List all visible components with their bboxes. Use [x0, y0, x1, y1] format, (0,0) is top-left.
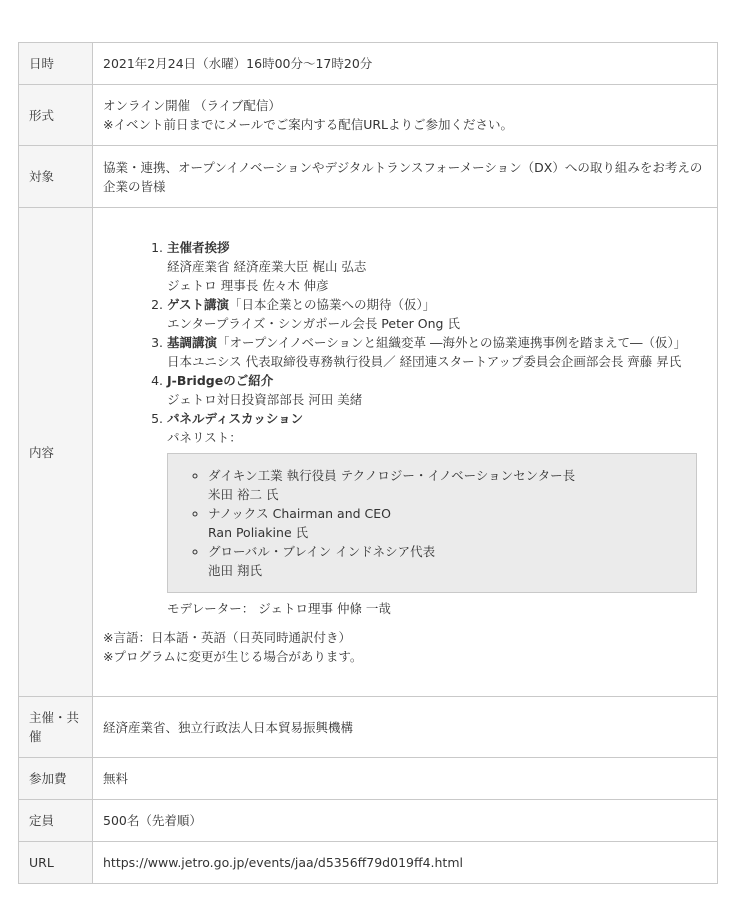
change-note: ※プログラムに変更が生じる場合があります。 — [103, 649, 363, 664]
value-datetime: 2021年2月24日（水曜）16時00分～17時20分 — [93, 43, 718, 85]
panelists-box — [167, 453, 697, 593]
program-speaker: 日本ユニシス 代表取締役専務執行役員／ 経団連スタートアップ委員会企画部会長 齊藤 昇氏 — [167, 354, 682, 369]
row-content — [19, 208, 718, 697]
program-item — [167, 333, 707, 371]
program-item — [167, 295, 707, 333]
program-title: 主催者挨拶 — [167, 240, 230, 255]
panelist-item — [208, 504, 696, 542]
row-url — [19, 842, 718, 884]
program-title: 基調講演 — [167, 335, 218, 350]
event-info-table — [18, 42, 718, 884]
value-organizer: 経済産業省、独立行政法人日本貿易振興機構 — [93, 697, 718, 758]
panelist-name: 池田 翔氏 — [208, 563, 262, 578]
row-datetime — [19, 43, 718, 85]
panelists-label: パネリスト： — [167, 430, 242, 445]
label-datetime: 日時 — [19, 43, 93, 85]
value-audience: 協業・連携、オープンイノベーションやデジタルトランスフォーメーション（DX）への取り組みをお考えの企業の皆様 — [93, 146, 718, 208]
label-fee: 参加費 — [19, 758, 93, 800]
program-title: ゲスト講演 — [167, 297, 230, 312]
value-fee: 無料 — [93, 758, 718, 800]
row-organizer — [19, 697, 718, 758]
row-format — [19, 85, 718, 146]
label-content: 内容 — [19, 208, 93, 697]
program-title: J-Bridgeのご紹介 — [167, 373, 274, 388]
program-item — [167, 409, 707, 618]
format-line: オンライン開催 （ライブ配信） — [103, 98, 281, 113]
panelist-org: ダイキン工業 執行役員 テクノロジー・イノベーションセンター長 — [208, 468, 576, 483]
program-list — [103, 238, 707, 618]
program-item — [167, 371, 707, 409]
panelist-name: 米田 裕二 氏 — [208, 487, 279, 502]
label-url: URL — [19, 842, 93, 884]
program-speaker: ジェトロ対日投資部部長 河田 美緒 — [167, 392, 363, 407]
label-organizer: 主催・共催 — [19, 697, 93, 758]
program-subtitle: 「オープンイノベーションと組織変革 ―海外との協業連携事例を踏まえて―（仮）」 — [217, 335, 687, 350]
panelist-item — [208, 542, 696, 580]
event-info — [18, 42, 718, 884]
panelist-org: グローバル・ブレイン インドネシア代表 — [208, 544, 436, 559]
row-audience — [19, 146, 718, 208]
panelist-list — [168, 466, 696, 580]
program-item — [167, 238, 707, 295]
value-url[interactable]: https://www.jetro.go.jp/events/jaa/d5356ff79d019ff4.html — [93, 842, 718, 884]
program-speaker: ジェトロ 理事長 佐々木 伸彦 — [167, 278, 329, 293]
program-speaker: エンタープライズ・シンガポール会長 Peter Ong 氏 — [167, 316, 460, 331]
content-notes — [103, 628, 707, 666]
value-capacity: 500名（先着順） — [93, 800, 718, 842]
program-title: パネルディスカッション — [167, 411, 304, 426]
program-subtitle: 「日本企業との協業への期待（仮）」 — [229, 297, 436, 312]
row-capacity — [19, 800, 718, 842]
panelist-name: Ran Poliakine 氏 — [208, 525, 309, 540]
panelist-item — [208, 466, 696, 504]
row-fee — [19, 758, 718, 800]
format-note: ※イベント前日までにメールでご案内する配信URLよりご参加ください。 — [103, 117, 514, 132]
panelist-org: ナノックス Chairman and CEO — [208, 506, 391, 521]
moderator: モデレーター： ジェトロ理事 仲條 一哉 — [167, 601, 391, 616]
label-audience: 対象 — [19, 146, 93, 208]
value-content — [93, 208, 718, 697]
language-note: ※言語：日本語・英語（日英同時通訳付き） — [103, 630, 351, 645]
label-format: 形式 — [19, 85, 93, 146]
value-format — [93, 85, 718, 146]
label-capacity: 定員 — [19, 800, 93, 842]
program-speaker: 経済産業省 経済産業大臣 梶山 弘志 — [167, 259, 367, 274]
